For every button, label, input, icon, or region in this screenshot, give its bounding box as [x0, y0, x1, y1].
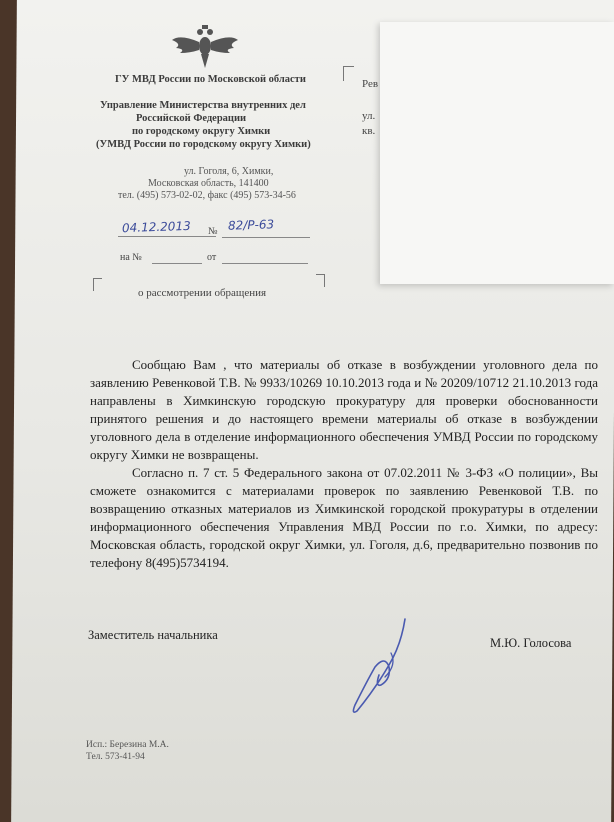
body-paragraph-2: Согласно п. 7 ст. 5 Федерального закона от 07.02.2011 № 3-ФЗ «О полиции», Вы сможете ознакомится с материалами проверок по заявлению Ревенковой Т.В. по возвращению отказных материалов из Химкинской городской прокуратуры в отделении информационного обеспечения Управления МВД России по г.о. Химки, по адресу: Московская область, городской округ Химки, ул. Гоголя, д.6, предварительно позвонив по телефону 8(495)5734194. [90, 465, 598, 570]
subject-corner-left [93, 278, 102, 291]
recipient-line-3: кв. [362, 125, 376, 137]
number-underline [222, 237, 310, 238]
address-street: ул. Гоголя, 6, Химки, [184, 166, 274, 177]
registration-number: 82/Р-63 [227, 217, 275, 233]
handwritten-signature [345, 615, 425, 715]
letter-body [90, 356, 598, 572]
letterhead-line-5: (УМВД России по городскому округу Химки) [96, 139, 311, 150]
address-region: Московская область, 141400 [148, 178, 269, 189]
recipient-line-1: Рев [362, 78, 379, 90]
reply-from-label: от [207, 252, 217, 263]
double-headed-eagle-emblem-icon [170, 22, 240, 72]
date-underline [118, 236, 216, 237]
executor-name: Исп.: Березина М.А. [86, 740, 169, 750]
reply-from-underline [222, 263, 308, 264]
subject-corner-right [316, 274, 325, 287]
letterhead-line-1: ГУ МВД России по Московской области [115, 74, 306, 85]
signatory-position: Заместитель начальника [88, 628, 218, 642]
overlay-sheet [380, 22, 614, 284]
reply-no-label: на № [120, 252, 142, 263]
subject-line: о рассмотрении обращения [138, 287, 267, 299]
letterhead-line-4: по городскому округу Химки [132, 126, 271, 137]
letterhead-line-3: Российской Федерации [136, 113, 247, 124]
letterhead-line-2: Управление Министерства внутренних дел [100, 100, 306, 111]
registration-date: 04.12.2013 [121, 218, 191, 236]
signatory-name: М.Ю. Голосова [490, 636, 572, 650]
registration-no-label: № [208, 226, 218, 237]
executor-phone: Тел. 573-41-94 [86, 752, 145, 762]
recipient-corner-mark [343, 66, 354, 81]
body-paragraph-1: Сообщаю Вам , что материалы об отказе в возбуждении уголовного дела по заявлению Ревенковой Т.В. № 9933/10269 10.10.2013 года и № 20209/10712 21.10.2013 года направлены в Химкинскую городскую прокуратуру для проверки обоснованности принятого решения и до настоящего времени материалы об отказе в возбуждении уголовного дела в отделение информационного обеспечения УМВД России по городскому округу Химки не возвращены. [90, 357, 598, 462]
address-phones: тел. (495) 573-02-02, факс (495) 573-34-56 [118, 190, 296, 201]
recipient-line-2: ул. [362, 110, 376, 122]
reply-no-underline [152, 263, 202, 264]
